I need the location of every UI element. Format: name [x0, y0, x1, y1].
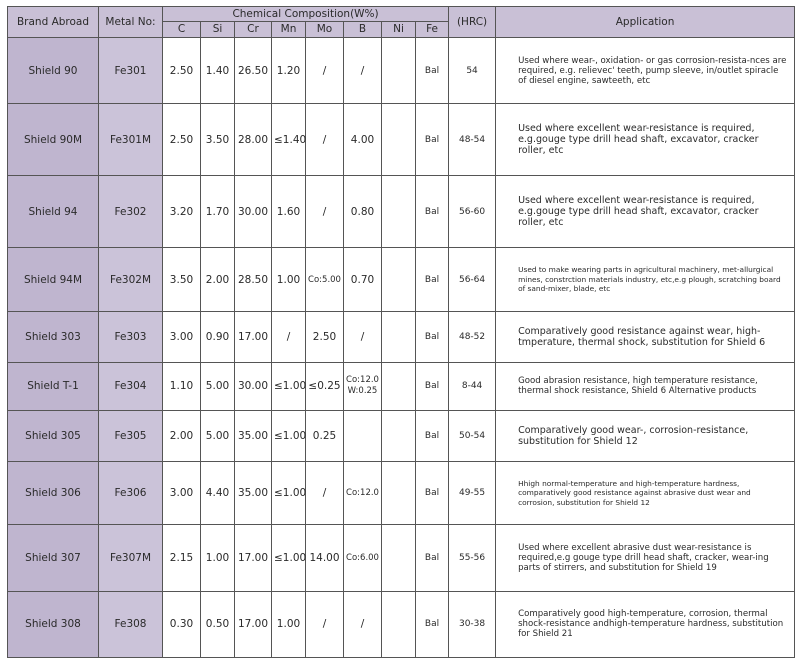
- b-cell-line1: Co:12.0: [346, 375, 379, 386]
- application-cell: Used where excellent wear-resistance is required, e.g.gouge type drill head shaft, excavator, cracker roller, etc: [496, 176, 795, 248]
- fe-cell: Bal: [416, 363, 449, 410]
- b-cell: Co:12.0: [344, 461, 382, 525]
- metal-cell: Fe304: [99, 363, 163, 410]
- fe-cell: Bal: [416, 525, 449, 591]
- table-row: [8, 311, 795, 362]
- cr-cell: 26.50: [235, 38, 272, 104]
- mo-cell: 2.50: [306, 311, 344, 362]
- si-cell: 0.50: [201, 591, 235, 657]
- b-cell-line2: W:0.25: [347, 386, 378, 397]
- brand-cell: Shield 90M: [8, 104, 99, 176]
- brand-cell: Shield 305: [8, 410, 99, 461]
- si-cell: 5.00: [201, 410, 235, 461]
- brand-cell: Shield 94: [8, 176, 99, 248]
- table-row: [8, 591, 795, 657]
- mn-cell: 1.00: [272, 248, 306, 312]
- ni-cell: [382, 410, 416, 461]
- application-cell: Good abrasion resistance, high temperature resistance, thermal shock resistance, Shield 6 Alternative products: [496, 363, 795, 410]
- header-c: C: [163, 22, 201, 38]
- b-cell: Co:6.00: [344, 525, 382, 591]
- fe-cell: Bal: [416, 591, 449, 657]
- header-brand: Brand Abroad: [8, 7, 99, 38]
- application-cell: Comparatively good resistance against wear, high-tmperature, thermal shock, substitution for Shield 6: [496, 311, 795, 362]
- b-cell: 0.70: [344, 248, 382, 312]
- brand-cell: Shield 307: [8, 525, 99, 591]
- table-row: [8, 104, 795, 176]
- c-cell: 2.15: [163, 525, 201, 591]
- mn-cell: /: [272, 311, 306, 362]
- table-row: [8, 176, 795, 248]
- table-row: [8, 461, 795, 525]
- si-cell: 1.40: [201, 38, 235, 104]
- b-cell: [344, 410, 382, 461]
- mn-cell: ≤1.00: [272, 461, 306, 525]
- b-cell: /: [344, 38, 382, 104]
- hrc-cell: 30-38: [449, 591, 496, 657]
- mn-cell: ≤1.40: [272, 104, 306, 176]
- mn-cell: ≤1.00: [272, 363, 306, 410]
- c-cell: 0.30: [163, 591, 201, 657]
- brand-cell: Shield 94M: [8, 248, 99, 312]
- mn-cell: ≤1.00: [272, 410, 306, 461]
- mn-cell: 1.20: [272, 38, 306, 104]
- brand-cell: Shield 90: [8, 38, 99, 104]
- si-cell: 2.00: [201, 248, 235, 312]
- fe-cell: Bal: [416, 311, 449, 362]
- composition-table-container: [7, 6, 794, 658]
- metal-cell: Fe307M: [99, 525, 163, 591]
- si-cell: 0.90: [201, 311, 235, 362]
- mn-cell: 1.00: [272, 591, 306, 657]
- b-cell: /: [344, 591, 382, 657]
- table-row: [8, 410, 795, 461]
- hrc-cell: 48-54: [449, 104, 496, 176]
- si-cell: 4.40: [201, 461, 235, 525]
- brand-cell: Shield 306: [8, 461, 99, 525]
- brand-cell: Shield 303: [8, 311, 99, 362]
- mo-cell: Co:5.00: [306, 248, 344, 312]
- mo-cell: /: [306, 176, 344, 248]
- composition-table: [7, 6, 795, 658]
- mn-cell: 1.60: [272, 176, 306, 248]
- metal-cell: Fe301M: [99, 104, 163, 176]
- c-cell: 2.50: [163, 38, 201, 104]
- mo-cell: /: [306, 38, 344, 104]
- table-row: [8, 525, 795, 591]
- hrc-cell: 8-44: [449, 363, 496, 410]
- cr-cell: 30.00: [235, 363, 272, 410]
- header-application: Application: [496, 7, 795, 38]
- b-cell: [344, 363, 382, 410]
- si-cell: 1.70: [201, 176, 235, 248]
- fe-cell: Bal: [416, 410, 449, 461]
- cr-cell: 35.00: [235, 461, 272, 525]
- c-cell: 3.00: [163, 311, 201, 362]
- brand-cell: Shield T-1: [8, 363, 99, 410]
- header-metal: Metal No:: [99, 7, 163, 38]
- cr-cell: 30.00: [235, 176, 272, 248]
- application-cell: Comparatively good high-temperature, corrosion, thermal shock-resistance andhigh-temperature hardness, substitution for Shield 21: [496, 591, 795, 657]
- hrc-cell: 56-64: [449, 248, 496, 312]
- ni-cell: [382, 461, 416, 525]
- table-row: [8, 363, 795, 410]
- metal-cell: Fe303: [99, 311, 163, 362]
- ni-cell: [382, 176, 416, 248]
- header-cr: Cr: [235, 22, 272, 38]
- metal-cell: Fe306: [99, 461, 163, 525]
- si-cell: 5.00: [201, 363, 235, 410]
- si-cell: 3.50: [201, 104, 235, 176]
- b-cell: /: [344, 311, 382, 362]
- mo-cell: 0.25: [306, 410, 344, 461]
- fe-cell: Bal: [416, 248, 449, 312]
- application-cell: Hhigh normal-temperature and high-temperature hardness, comparatively good resistance against abrasive dust wear and corrosion, substitution for Shield 12: [496, 461, 795, 525]
- header-mo: Mo: [306, 22, 344, 38]
- mn-cell: ≤1.00: [272, 525, 306, 591]
- brand-cell: Shield 308: [8, 591, 99, 657]
- table-row: [8, 248, 795, 312]
- metal-cell: Fe305: [99, 410, 163, 461]
- c-cell: 2.50: [163, 104, 201, 176]
- fe-cell: Bal: [416, 176, 449, 248]
- application-cell: Used to make wearing parts in agricultural machinery, met-allurgical mines, constrction materials industry, etc,e.g plough, scratching board of sand-mixer, blade, etc: [496, 248, 795, 312]
- header-mn: Mn: [272, 22, 306, 38]
- cr-cell: 17.00: [235, 591, 272, 657]
- ni-cell: [382, 104, 416, 176]
- header-b: B: [344, 22, 382, 38]
- fe-cell: Bal: [416, 461, 449, 525]
- cr-cell: 35.00: [235, 410, 272, 461]
- cr-cell: 28.00: [235, 104, 272, 176]
- application-cell: Used where excellent abrasive dust wear-resistance is required,e.g gouge type drill head shaft, cracker, wear-ing parts of stirrers, and substitution for Shield 19: [496, 525, 795, 591]
- mo-cell: /: [306, 461, 344, 525]
- hrc-cell: 55-56: [449, 525, 496, 591]
- fe-cell: Bal: [416, 38, 449, 104]
- ni-cell: [382, 248, 416, 312]
- cr-cell: 28.50: [235, 248, 272, 312]
- mo-cell: /: [306, 591, 344, 657]
- header-ni: Ni: [382, 22, 416, 38]
- metal-cell: Fe302: [99, 176, 163, 248]
- metal-cell: Fe302M: [99, 248, 163, 312]
- table-row: [8, 38, 795, 104]
- hrc-cell: 48-52: [449, 311, 496, 362]
- mo-cell: /: [306, 104, 344, 176]
- hrc-cell: 50-54: [449, 410, 496, 461]
- mo-cell: ≤0.25: [306, 363, 344, 410]
- application-cell: Used where excellent wear-resistance is required, e.g.gouge type drill head shaft, excavator, cracker roller, etc: [496, 104, 795, 176]
- fe-cell: Bal: [416, 104, 449, 176]
- metal-cell: Fe301: [99, 38, 163, 104]
- hrc-cell: 49-55: [449, 461, 496, 525]
- ni-cell: [382, 591, 416, 657]
- si-cell: 1.00: [201, 525, 235, 591]
- header-si: Si: [201, 22, 235, 38]
- header-fe: Fe: [416, 22, 449, 38]
- ni-cell: [382, 525, 416, 591]
- ni-cell: [382, 38, 416, 104]
- hrc-cell: 54: [449, 38, 496, 104]
- header-chemical-composition: Chemical Composition(W%): [163, 7, 449, 22]
- c-cell: 3.00: [163, 461, 201, 525]
- c-cell: 1.10: [163, 363, 201, 410]
- cr-cell: 17.00: [235, 525, 272, 591]
- b-cell: 4.00: [344, 104, 382, 176]
- c-cell: 3.50: [163, 248, 201, 312]
- ni-cell: [382, 311, 416, 362]
- header-hrc: (HRC): [449, 7, 496, 38]
- metal-cell: Fe308: [99, 591, 163, 657]
- c-cell: 2.00: [163, 410, 201, 461]
- mo-cell: 14.00: [306, 525, 344, 591]
- application-cell: Comparatively good wear-, corrosion-resistance, substitution for Shield 12: [496, 410, 795, 461]
- header-row-top: [8, 7, 795, 22]
- c-cell: 3.20: [163, 176, 201, 248]
- cr-cell: 17.00: [235, 311, 272, 362]
- application-cell: Used where wear-, oxidation- or gas corrosion-resista-nces are required, e.g. relievec' teeth, pump sleeve, in/outlet spiracle of diesel engine, sawteeth, etc: [496, 38, 795, 104]
- b-cell: 0.80: [344, 176, 382, 248]
- ni-cell: [382, 363, 416, 410]
- hrc-cell: 56-60: [449, 176, 496, 248]
